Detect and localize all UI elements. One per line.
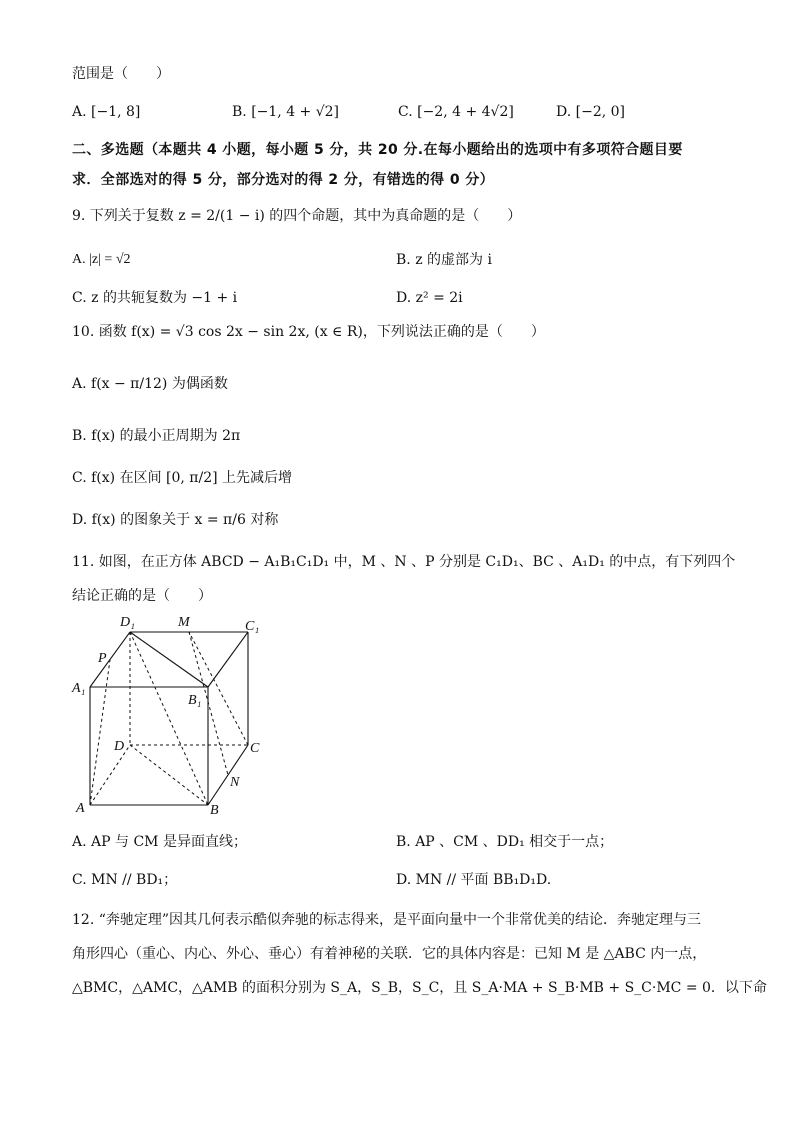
label-a1: A₁ xyxy=(72,681,86,696)
cube-figure xyxy=(70,610,270,820)
q11-stem-line2: 结论正确的是（ ） xyxy=(72,588,212,604)
section2-heading-line1: 二、多选题（本题共 4 小题，每小题 5 分，共 20 分.在每小题给出的选项中有多项符合题目要 xyxy=(72,142,683,158)
q11-option-b: B. AP 、CM 、DD₁ 相交于一点； xyxy=(396,834,614,850)
q8-option-c: C. [−2, 4 + 4√2] xyxy=(398,104,514,120)
q11-option-c: C. MN // BD₁； xyxy=(72,872,178,888)
q11-stem-line1: 11. 如图，在正方体 ABCD − A₁B₁C₁D₁ 中，M 、N 、P 分别是 C₁D₁、BC 、A₁D₁ 的中点，有下列四个 xyxy=(72,554,736,570)
section2-heading-line2: 求．全部选对的得 5 分，部分选对的得 2 分，有错选的得 0 分） xyxy=(72,172,495,188)
label-d1: D₁ xyxy=(120,615,135,630)
q10-option-c: C. f(x) 在区间 [0, π/2] 上先减后增 xyxy=(72,470,293,486)
q9-stem: 9. 下列关于复数 z = 2/(1 − i) 的四个命题，其中为真命题的是（ ） xyxy=(72,208,522,224)
q10-option-d: D. f(x) 的图象关于 x = π/6 对称 xyxy=(72,512,279,528)
q8-option-a: A. [−1, 8] xyxy=(72,104,141,120)
cube-solid-edges xyxy=(90,632,248,805)
label-a: A xyxy=(76,801,85,816)
label-b: B xyxy=(210,803,219,818)
label-b1: B₁ xyxy=(188,693,202,708)
label-n: N xyxy=(230,775,240,790)
q8-option-b: B. [−1, 4 + √2] xyxy=(232,104,340,120)
cube-top-diagonal xyxy=(130,632,208,687)
q8-option-d: D. [−2, 0] xyxy=(556,104,625,120)
q9-option-c: C. z 的共轭复数为 −1 + i xyxy=(72,290,238,306)
q12-line2: 角形四心（重心、内心、外心、垂心）有着神秘的关联．它的具体内容是：已知 M 是 △ABC 内一点， xyxy=(72,946,707,962)
q11-option-a: A. AP 与 CM 是异面直线； xyxy=(72,834,247,850)
cube-hidden-edges xyxy=(90,632,248,805)
label-m: M xyxy=(178,615,190,630)
q10-option-b: B. f(x) 的最小正周期为 2π xyxy=(72,428,241,444)
q9-option-d: D. z² = 2i xyxy=(396,290,463,306)
q11-option-d: D. MN // 平面 BB₁D₁D. xyxy=(396,872,552,888)
q8-stem-tail: 范围是（ ） xyxy=(72,66,170,82)
label-c: C xyxy=(250,741,260,756)
q10-option-a: A. f(x − π/12) 为偶函数 xyxy=(72,376,228,392)
q12-line1: 12. “奔驰定理”因其几何表示酷似奔驰的标志得来，是平面向量中一个非常优美的结论．奔驰定理与三 xyxy=(72,912,702,928)
label-p: P xyxy=(98,651,107,666)
label-d: D xyxy=(114,739,125,754)
q9-option-b: B. z 的虚部为 i xyxy=(396,252,492,268)
q10-stem: 10. 函数 f(x) = √3 cos 2x − sin 2x, (x ∈ R)，下列说法正确的是（ ） xyxy=(72,324,545,340)
label-c1: C₁ xyxy=(245,619,260,634)
q12-line3: △BMC，△AMC，△AMB 的面积分别为 S_A，S_B，S_C，且 S_A·MA + S_B·MB + S_C·MC = 0．以下命 xyxy=(72,980,767,996)
q9-option-a: A. |z| = √2 xyxy=(72,252,131,267)
